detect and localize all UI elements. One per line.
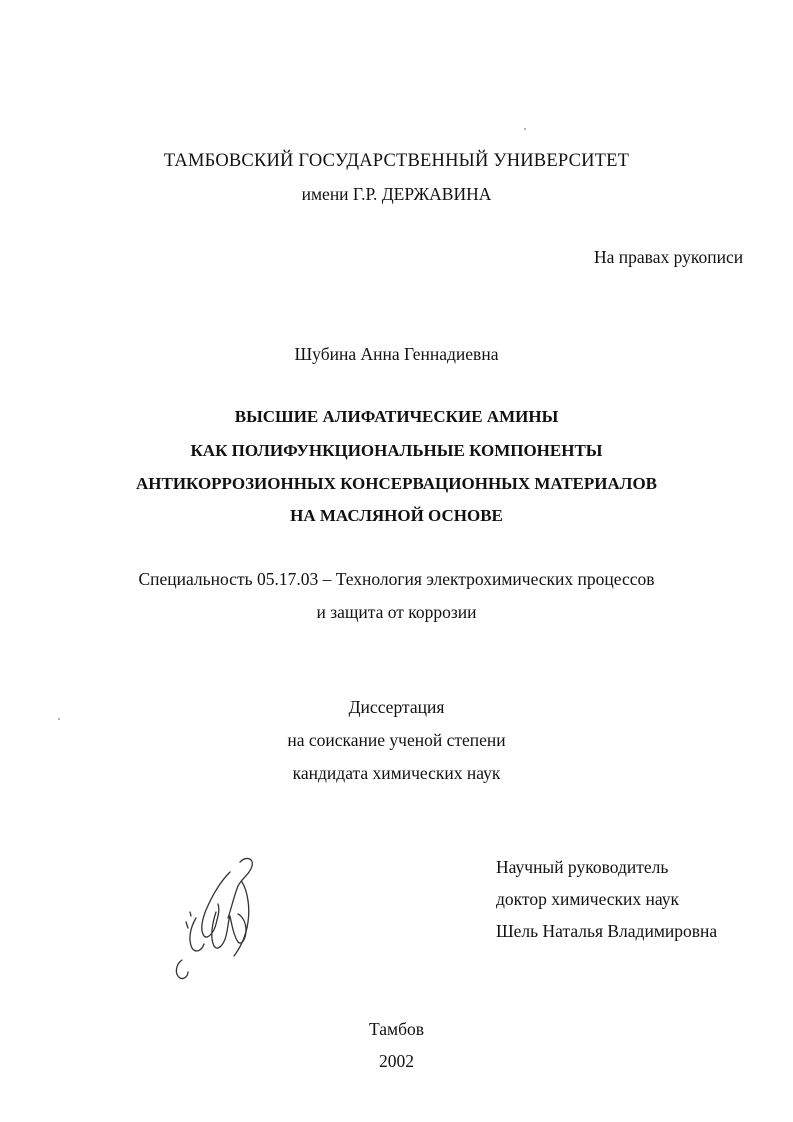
year: 2002 bbox=[379, 1051, 414, 1071]
scan-speck bbox=[58, 718, 60, 720]
title-line-1: ВЫСШИЕ АЛИФАТИЧЕСКИЕ АМИНЫ bbox=[234, 407, 559, 426]
title-line-4: НА МАСЛЯНОЙ ОСНОВЕ bbox=[290, 506, 503, 525]
city: Тамбов bbox=[368, 1019, 424, 1039]
supervisor-role: Научный руководитель bbox=[496, 857, 669, 877]
specialty-line-1: Специальность 05.17.03 – Технология электрохимических процессов bbox=[138, 569, 655, 589]
title-line-3: АНТИКОРРОЗИОННЫХ КОНСЕРВАЦИОННЫХ МАТЕРИАЛОВ bbox=[135, 474, 657, 493]
manuscript-note: На правах рукописи bbox=[594, 247, 744, 267]
specialty-line-2: и защита от коррозии bbox=[316, 602, 477, 622]
dissertation-label: Диссертация bbox=[348, 697, 445, 717]
supervisor-degree: доктор химических наук bbox=[496, 889, 680, 909]
university-name: ТАМБОВСКИЙ ГОСУДАРСТВЕННЫЙ УНИВЕРСИТЕТ bbox=[163, 151, 630, 171]
dissertation-degree-line: на соискание ученой степени bbox=[287, 730, 506, 750]
dissertation-field-line: кандидата химических наук bbox=[292, 763, 501, 783]
scan-speck bbox=[524, 128, 526, 130]
title-line-2: КАК ПОЛИФУНКЦИОНАЛЬНЫЕ КОМПОНЕНТЫ bbox=[190, 441, 603, 460]
handwritten-signature bbox=[168, 852, 268, 987]
supervisor-name: Шель Наталья Владимировна bbox=[496, 921, 718, 941]
author-name: Шубина Анна Геннадиевна bbox=[294, 344, 499, 364]
university-named-after: имени Г.Р. ДЕРЖАВИНА bbox=[301, 184, 492, 204]
